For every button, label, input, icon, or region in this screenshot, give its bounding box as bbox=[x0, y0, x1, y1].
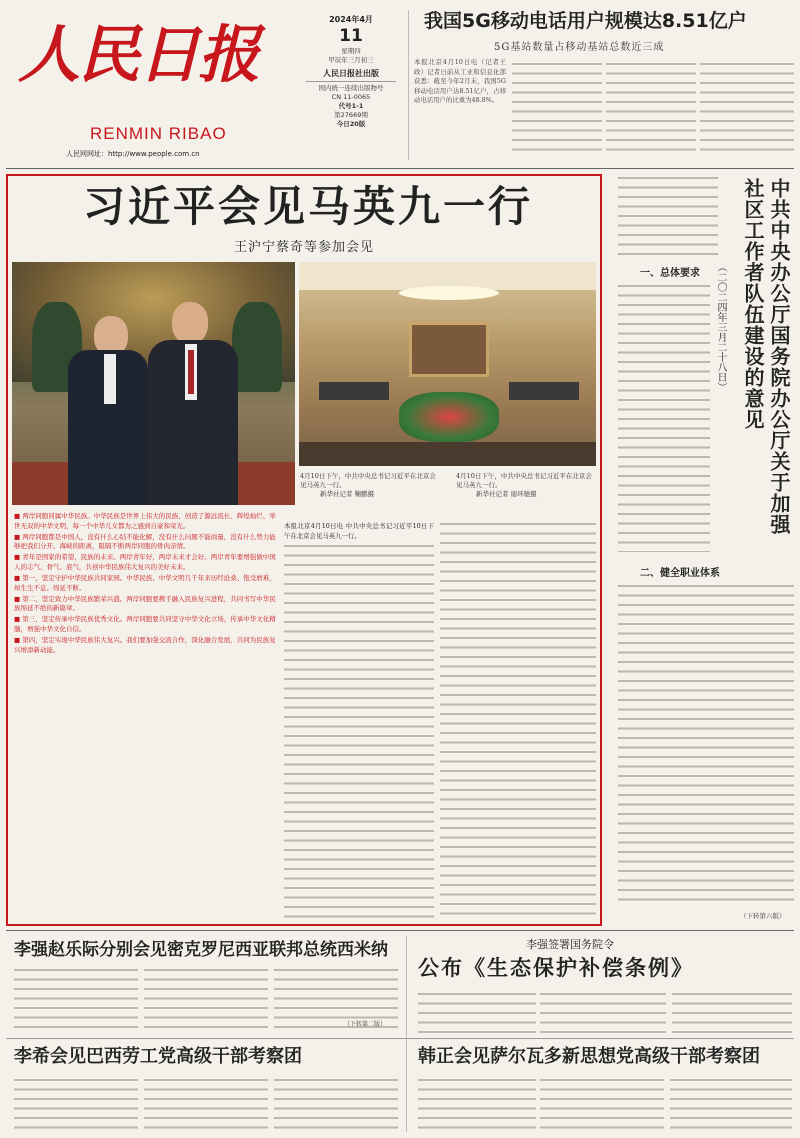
story-han-zheng-body bbox=[418, 1076, 536, 1132]
story-li-qiang-body bbox=[274, 966, 398, 1028]
photo-meeting-hall[interactable] bbox=[299, 262, 596, 466]
key-quotes-list bbox=[14, 512, 280, 922]
issn-label: 国内统一连续出版物号 bbox=[318, 84, 384, 92]
page-count: 今日20版 bbox=[336, 120, 366, 128]
key-quote: ■ 第四，坚定实现中华民族伟大复兴。我们要加强交流合作，深化融合发展，共同为民族复兴增添新动能。 bbox=[14, 636, 276, 654]
story-li-xi-body bbox=[144, 1076, 268, 1132]
masthead-pinyin: RENMIN RIBAO bbox=[90, 124, 227, 143]
bottom-continued[interactable]: （下转第二版） bbox=[344, 1021, 387, 1028]
eco-body bbox=[672, 990, 792, 1036]
story-li-qiang-body bbox=[144, 966, 268, 1028]
main-story-body bbox=[284, 542, 434, 920]
doc-headline[interactable]: 中共中央办公厅国务院办公厅关于加强社区工作者队伍建设的意见 bbox=[741, 178, 791, 535]
doc-section1-body bbox=[618, 282, 710, 552]
main-story-dateline: 本报北京4月10日电 中共中央总书记习近平10日下午在北京会见马英九一行。 bbox=[284, 522, 434, 540]
section-heading-general: 一、总体要求 bbox=[640, 268, 700, 279]
doc-continued[interactable]: （下转第六版） bbox=[740, 912, 786, 920]
eco-body bbox=[418, 990, 536, 1036]
doc-date: （二〇二四年三月二十八日） bbox=[715, 262, 726, 392]
photo-caption-left: 4月10日下午，中共中央总书记习近平在北京会见马英九一行。 新华社记者 鞠鹏摄 bbox=[300, 472, 436, 498]
code-number: 代号1-1 bbox=[338, 102, 364, 110]
story-han-zheng-headline[interactable]: 韩正会见萨尔瓦多新思想党高级干部考察团 bbox=[418, 1046, 760, 1067]
key-quote: ■ 两岸同胞同属中华民族。中华民族是世界上伟大的民族，创造了源远流长、辉煌灿烂、举世无双的中华文明，每一个中华儿女都为之感到自豪和荣光。 bbox=[14, 512, 276, 530]
publisher: 人民日报社出版 bbox=[323, 69, 379, 78]
story-han-zheng-body bbox=[540, 1076, 664, 1132]
eco-headline[interactable]: 公布《生态保护补偿条例》 bbox=[418, 955, 694, 980]
key-quote: ■ 第二，坚定致力中华民族繁荣兴盛。两岸同胞要携手融入民族复兴进程，共同书写中华民族绵延不绝的新篇章。 bbox=[14, 594, 276, 613]
main-story-headline[interactable]: 习近平会见马英九一行 bbox=[82, 182, 533, 231]
photo-caption-right: 4月10日下午，中共中央总书记习近平在北京会见马英九一行。 新华社记者 谢环驰摄 bbox=[456, 472, 592, 498]
website-url[interactable]: 人民网网址：http://www.people.com.cn bbox=[66, 150, 200, 158]
key-quote: ■ 第一，坚定守护中华民族共同家园。中华民族、中华文明几千年来历经沧桑、饱受磨难，却生生不息、绵延不断。 bbox=[14, 574, 276, 592]
key-quote: ■ 第三，坚定传承中华民族优秀文化。两岸同胞要共同坚守中华文化立场，传承中华文化精髓，增强中华文化自信。 bbox=[14, 615, 276, 634]
top-story-lead: 本报北京4月10日电（记者王政）记者日前从工业和信息化部获悉：截至今年2月末，我国5G移动电话用户达8.51亿户，占移动电话用户的比重为48.8%。 bbox=[414, 58, 506, 104]
top-story-subtitle: 5G基站数量占移动基站总数近三成 bbox=[494, 42, 665, 53]
masthead-logo[interactable]: 人民日报 bbox=[18, 18, 259, 91]
top-story-headline[interactable]: 我国5G移动电话用户规模达8.51亿户 bbox=[424, 10, 747, 32]
date-month: 2024年4月 bbox=[329, 15, 373, 24]
story-li-qiang-headline[interactable]: 李强赵乐际分别会见密克罗尼西亚联邦总统西米纳 bbox=[14, 940, 388, 960]
date-weekday: 星期四 bbox=[341, 47, 361, 55]
story-li-xi-headline[interactable]: 李希会见巴西劳工党高级干部考察团 bbox=[14, 1046, 302, 1067]
top-story-body bbox=[606, 60, 696, 158]
main-story-subtitle: 王沪宁蔡奇等参加会见 bbox=[233, 240, 374, 255]
photo-credit-right: 新华社记者 谢环驰摄 bbox=[476, 490, 537, 498]
main-story-body bbox=[440, 520, 596, 920]
key-quote: ■ 两岸同胞都是中国人，没有什么心结不能化解，没有什么问题不能商量，没有什么势力能够把我们分开。海峡的距离，阻隔不断两岸同胞的骨肉亲情。 bbox=[14, 532, 276, 551]
doc-intro-body bbox=[618, 174, 718, 256]
cn-number: CN 11-0065 bbox=[331, 93, 371, 101]
eco-kicker: 李强签署国务院令 bbox=[526, 938, 614, 951]
date-lunar: 甲辰年三月初三 bbox=[328, 56, 374, 64]
photo-handshake[interactable] bbox=[12, 262, 295, 505]
doc-section2-body bbox=[618, 582, 794, 908]
story-li-xi-body bbox=[14, 1076, 138, 1132]
story-li-qiang-body bbox=[14, 966, 138, 1028]
top-story-body bbox=[700, 60, 794, 158]
story-li-xi-body bbox=[274, 1076, 398, 1132]
photo-credit-left: 新华社记者 鞠鹏摄 bbox=[320, 490, 375, 498]
top-story-body bbox=[512, 60, 602, 158]
story-han-zheng-body bbox=[670, 1076, 792, 1132]
key-quote: ■ 青年是国家的希望，民族的未来。两岸青年好，两岸未来才会好。两岸青年要增强做中国人的志气、骨气、底气，共创中华民族伟大复兴的美好未来。 bbox=[14, 553, 276, 571]
eco-body bbox=[540, 990, 666, 1036]
date-box bbox=[300, 12, 402, 162]
date-day: 11 bbox=[339, 26, 363, 46]
section-heading-system: 二、健全职业体系 bbox=[640, 568, 720, 579]
issue-number: 第27669期 bbox=[334, 111, 368, 119]
